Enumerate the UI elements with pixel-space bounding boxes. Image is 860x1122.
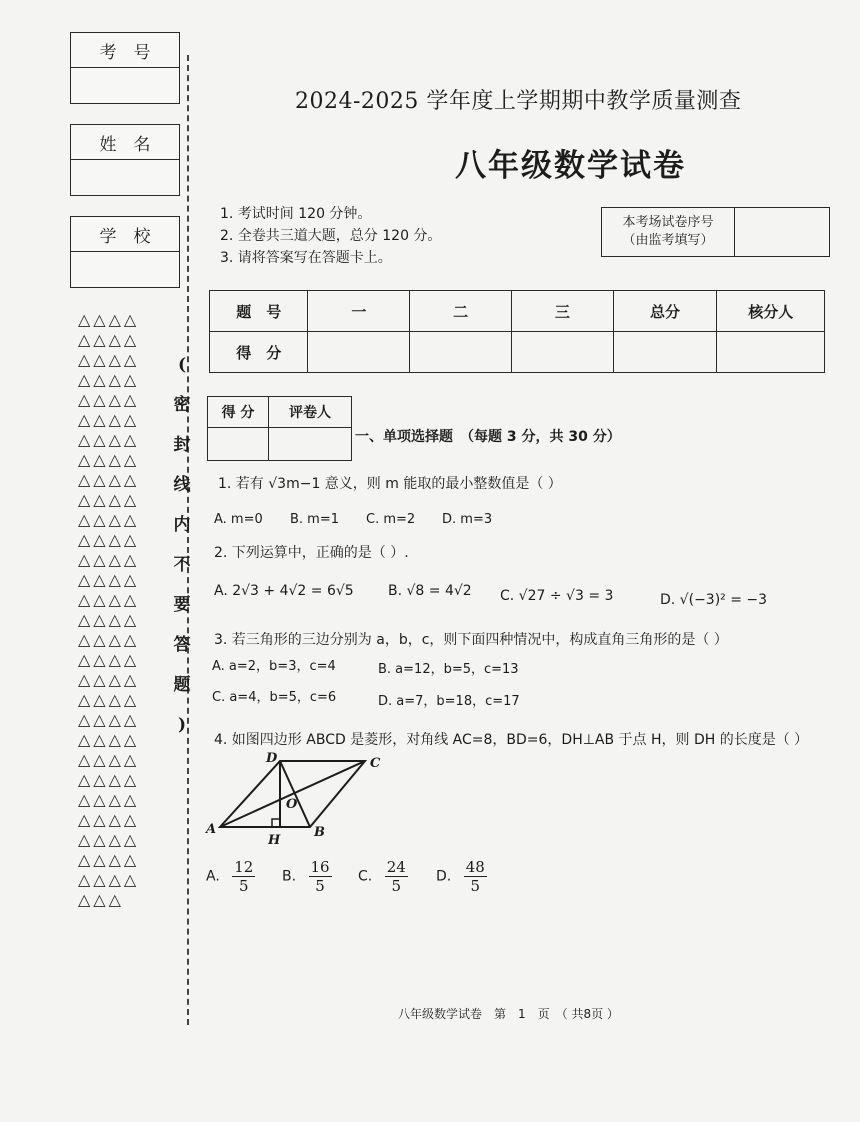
q1-option-d: D. m=3 xyxy=(442,512,493,527)
q4-option-d-den: 5 xyxy=(470,877,480,895)
q2-option-b: B. √8 = 4√2 xyxy=(388,583,472,599)
triangle-row: △△△△ xyxy=(78,870,140,889)
q4-option-b-letter: B. xyxy=(282,868,297,885)
q4-option-b-den: 5 xyxy=(315,877,325,895)
section-title: 一、单项选择题 （每题 3 分，共 30 分） xyxy=(355,429,621,445)
triangle-row: △△△△ xyxy=(78,610,140,629)
label-c: C xyxy=(370,756,381,771)
triangle-row: △△△△ xyxy=(78,450,140,469)
name-label: 姓 名 xyxy=(71,125,179,160)
grader-header-grader: 评卷人 xyxy=(269,397,352,428)
triangle-row: △△△ xyxy=(78,890,124,909)
q4-stem: 4. 如图四边形 ABCD 是菱形，对角线 AC=8，BD=6，DH⊥AB 于点 H，则 DH 的长度是（ ） xyxy=(214,732,809,748)
label-b: B xyxy=(314,825,325,840)
triangle-row: △△△△ xyxy=(78,730,140,749)
q2-option-d: D. √(−3)² = −3 xyxy=(660,592,768,608)
triangle-row: △△△△ xyxy=(78,510,140,529)
triangle-row: △△△△ xyxy=(78,310,140,329)
note-2: 2. 全卷共三道大题，总分 120 分。 xyxy=(220,228,442,244)
right-angle-mark xyxy=(272,819,280,827)
score-header-2: 二 xyxy=(410,291,512,332)
triangle-row: △△△△ xyxy=(78,490,140,509)
label-a: A xyxy=(206,822,217,837)
serial-input-cell[interactable] xyxy=(735,208,830,257)
q3-option-c: C. a=4，b=5，c=6 xyxy=(212,690,337,705)
seal-char: 不 xyxy=(173,555,191,575)
score-header-3: 三 xyxy=(511,291,613,332)
serial-label-1: 本考场试卷序号 xyxy=(622,215,714,230)
exam-subtitle: 八年级数学试卷 xyxy=(455,148,686,184)
grader-cell-grader[interactable] xyxy=(269,428,352,461)
q4-option-d-letter: D. xyxy=(436,868,452,885)
triangle-row: △△△△ xyxy=(78,350,140,369)
notes xyxy=(220,203,441,269)
note-1: 1. 考试时间 120 分钟。 xyxy=(220,206,372,222)
triangle-row: △△△△ xyxy=(78,670,140,689)
name-box xyxy=(70,124,180,196)
q1-stem: 1. 若有 √3m−1 意义，则 m 能取的最小整数值是（ ） xyxy=(218,476,562,492)
diagonal-ac xyxy=(220,761,365,827)
score-table xyxy=(209,290,825,373)
triangle-row: △△△△ xyxy=(78,550,140,569)
triangle-row: △△△△ xyxy=(78,710,140,729)
triangle-row: △△△△ xyxy=(78,430,140,449)
score-cell-2[interactable] xyxy=(410,332,512,373)
triangle-row: △△△△ xyxy=(78,370,140,389)
label-d: D xyxy=(266,751,278,766)
q4-option-c-num: 24 xyxy=(386,858,406,876)
grader-table xyxy=(207,396,352,461)
page-footer: 八年级数学试卷 第 1 页 （ 共8页 ） xyxy=(398,1007,619,1021)
triangle-row: △△△△ xyxy=(78,570,140,589)
q1-option-c: C. m=2 xyxy=(366,512,416,527)
seal-char: ( xyxy=(177,355,187,375)
triangle-row: △△△△ xyxy=(78,690,140,709)
seal-line-text xyxy=(172,345,192,745)
label-h: H xyxy=(268,833,281,848)
note-3: 3. 请将答案写在答题卡上。 xyxy=(220,250,392,266)
q1-option-b: B. m=1 xyxy=(290,512,340,527)
grader-cell-score[interactable] xyxy=(208,428,269,461)
q3-option-d: D. a=7，b=18，c=17 xyxy=(378,694,520,709)
q3-stem: 3. 若三角形的三边分别为 a，b，c，则下面四种情况中，构成直角三角形的是（ ） xyxy=(214,632,728,648)
score-header-checker: 核分人 xyxy=(717,291,825,332)
q3-option-a: A. a=2，b=3，c=4 xyxy=(212,659,336,674)
seal-char: 题 xyxy=(173,675,191,695)
seal-char: 线 xyxy=(173,475,191,495)
q2-option-a: A. 2√3 + 4√2 = 6√5 xyxy=(214,583,354,599)
q2-stem: 2. 下列运算中，正确的是（ ）. xyxy=(214,545,409,561)
triangle-row: △△△△ xyxy=(78,790,140,809)
triangle-row: △△△△ xyxy=(78,530,140,549)
exam-number-label: 考 号 xyxy=(71,33,179,68)
rhombus-figure xyxy=(200,748,400,848)
grader-header-score: 得 分 xyxy=(208,397,269,428)
triangle-row: △△△△ xyxy=(78,750,140,769)
label-o: O xyxy=(286,797,298,812)
serial-box xyxy=(601,207,830,257)
q4-option-b xyxy=(282,858,332,895)
q4-option-b-num: 16 xyxy=(310,858,330,876)
q4-option-a-den: 5 xyxy=(239,877,249,895)
triangle-row: △△△△ xyxy=(78,590,140,609)
q4-option-d xyxy=(436,858,487,895)
q1-option-a: A. m=0 xyxy=(214,512,263,527)
diagonal-bd xyxy=(280,761,310,827)
seal-char: 封 xyxy=(173,435,191,455)
triangle-column xyxy=(78,310,168,910)
score-header-total: 总分 xyxy=(613,291,717,332)
school-box xyxy=(70,216,180,288)
score-row-label: 得 分 xyxy=(210,332,308,373)
q4-option-a-num: 12 xyxy=(234,858,254,876)
triangle-row: △△△△ xyxy=(78,410,140,429)
serial-label-2: （由监考填写） xyxy=(622,233,714,248)
triangle-row: △△△△ xyxy=(78,770,140,789)
q3-option-b: B. a=12，b=5，c=13 xyxy=(378,662,519,677)
triangle-row: △△△△ xyxy=(78,390,140,409)
exam-title: 2024-2025 学年度上学期期中教学质量测查 xyxy=(295,89,742,114)
exam-number-box xyxy=(70,32,180,104)
score-header-1: 一 xyxy=(308,291,410,332)
q4-option-a-letter: A. xyxy=(206,868,220,885)
seal-char: ) xyxy=(177,715,187,735)
triangle-row: △△△△ xyxy=(78,330,140,349)
triangle-row: △△△△ xyxy=(78,650,140,669)
q4-option-c-letter: C. xyxy=(358,868,373,885)
seal-char: 答 xyxy=(173,635,191,655)
q4-option-d-num: 48 xyxy=(465,858,485,876)
q4-option-c xyxy=(358,858,408,895)
triangle-row: △△△△ xyxy=(78,630,140,649)
triangle-row: △△△△ xyxy=(78,810,140,829)
q4-option-c-den: 5 xyxy=(391,877,401,895)
score-cell-checker[interactable] xyxy=(717,332,825,373)
triangle-row: △△△△ xyxy=(78,830,140,849)
triangle-row: △△△△ xyxy=(78,470,140,489)
triangle-row: △△△△ xyxy=(78,850,140,869)
score-cell-3[interactable] xyxy=(511,332,613,373)
seal-char: 密 xyxy=(173,395,191,415)
q4-option-a xyxy=(206,858,255,895)
score-cell-total[interactable] xyxy=(613,332,717,373)
score-header-label: 题 号 xyxy=(210,291,308,332)
q2-option-c: C. √27 ÷ √3 = 3 xyxy=(500,588,614,604)
school-label: 学 校 xyxy=(71,217,179,252)
seal-char: 内 xyxy=(173,515,191,535)
score-cell-1[interactable] xyxy=(308,332,410,373)
seal-char: 要 xyxy=(173,595,191,615)
